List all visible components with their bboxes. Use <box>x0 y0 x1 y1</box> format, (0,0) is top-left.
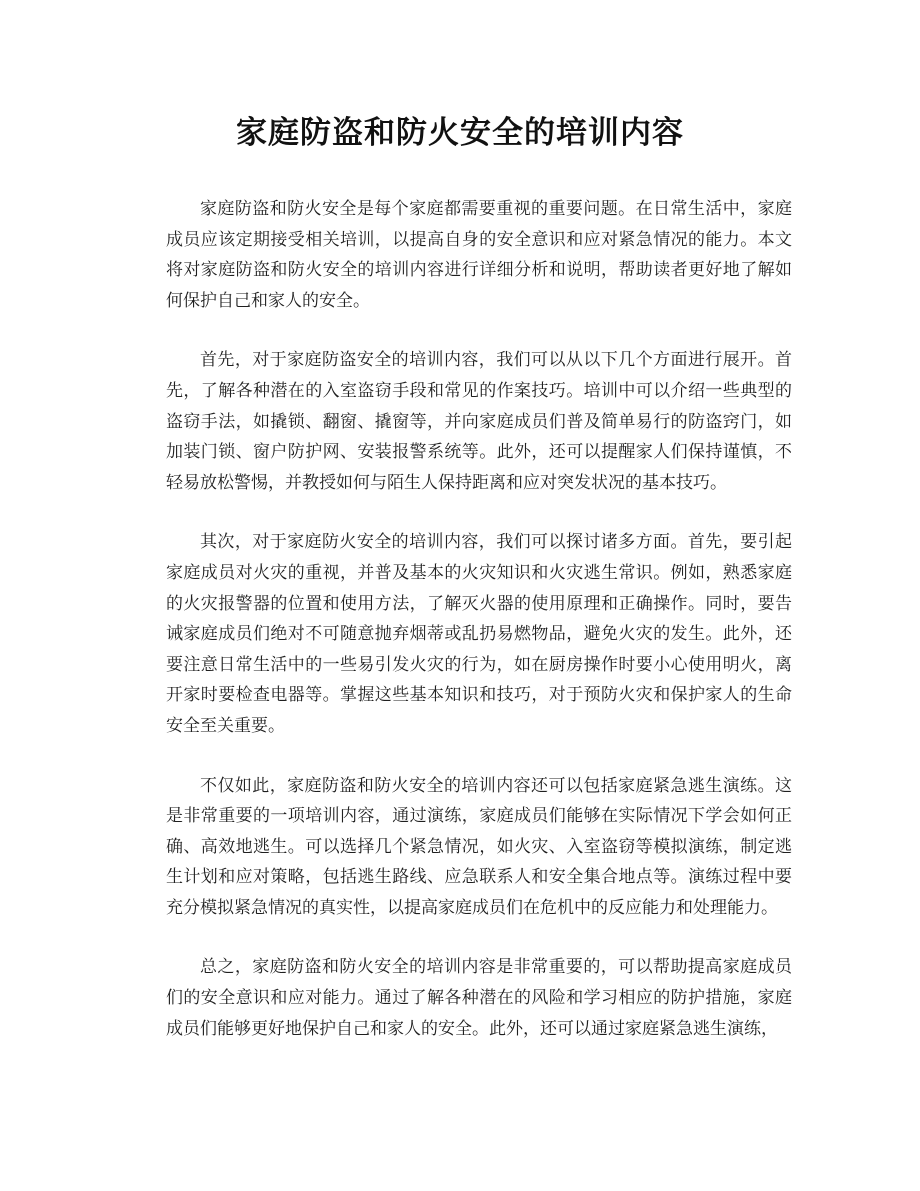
paragraph-intro: 家庭防盗和防火安全是每个家庭都需要重视的重要问题。在日常生活中，家庭成员应该定期接受相关培训，以提高自身的安全意识和应对紧急情况的能力。本文将对家庭防盗和防火安全的培训内容进行详细分析和说明，帮助读者更好地了解如何保护自己和家人的安全。 <box>166 199 792 311</box>
paragraph-summary: 总之，家庭防盗和防火安全的培训内容是非常重要的，可以帮助提高家庭成员们的安全意识和应对能力。通过了解各种潜在的风险和学习相应的防护措施，家庭成员们能够更好地保护自己和家人的安全。此外，还可以通过家庭紧急逃生演练， <box>166 957 792 1039</box>
document-body <box>166 194 792 1044</box>
paragraph-escape-drill: 不仅如此，家庭防盗和防火安全的培训内容还可以包括家庭紧急逃生演练。这是非常重要的一项培训内容，通过演练，家庭成员们能够在实际情况下学会如何正确、高效地逃生。可以选择几个紧急情况，如火灾、入室盗窃等模拟演练，制定逃生计划和应对策略，包括逃生路线、应急联系人和安全集合地点等。演练过程中要充分模拟紧急情况的真实性，以提高家庭成员们在危机中的反应能力和处理能力。 <box>166 775 792 918</box>
document-title: 家庭防盗和防火安全的培训内容 <box>236 115 684 151</box>
paragraph-theft-prevention: 首先，对于家庭防盗安全的培训内容，我们可以从以下几个方面进行展开。首先，了解各种潜在的入室盗窃手段和常见的作案技巧。培训中可以介绍一些典型的盗窃手法，如撬锁、翻窗、撬窗等，并向家庭成员们普及简单易行的防盗窍门，如加装门锁、窗户防护网、安装报警系统等。此外，还可以提醒家人们保持谨慎，不轻易放松警惕，并教授如何与陌生人保持距离和应对突发状况的基本技巧。 <box>166 350 792 493</box>
paragraph-fire-prevention: 其次，对于家庭防火安全的培训内容，我们可以探讨诸多方面。首先，要引起家庭成员对火灾的重视，并普及基本的火灾知识和火灾逃生常识。例如，熟悉家庭的火灾报警器的位置和使用方法，了解灭火器的使用原理和正确操作。同时，要告诫家庭成员们绝对不可随意抛弃烟蒂或乱扔易燃物品，避免火灾的发生。此外，还要注意日常生活中的一些易引发火灾的行为，如在厨房操作时要小心使用明火，离开家时要检查电器等。掌握这些基本知识和技巧，对于预防火灾和保护家人的生命安全至关重要。 <box>166 532 792 736</box>
